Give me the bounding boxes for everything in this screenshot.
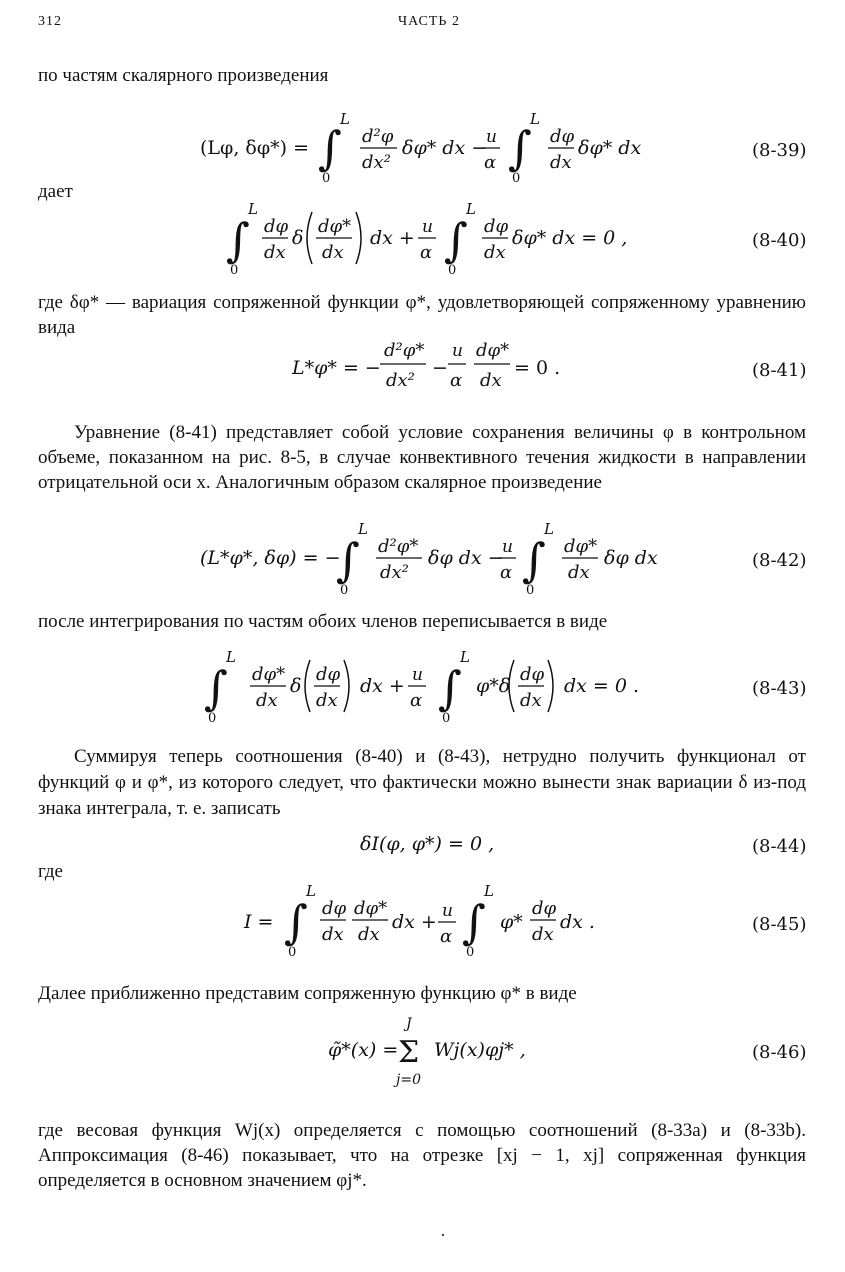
denominator: dx: [550, 152, 572, 173]
denominator: dx: [520, 690, 542, 711]
equation-number: (8-46): [752, 1042, 807, 1063]
eq39-end: δφ* dx: [578, 137, 642, 159]
upper-limit: L: [226, 648, 236, 666]
right-paren: [344, 660, 349, 712]
equation-number: (8-40): [752, 230, 807, 251]
integral-sign: ∫: [508, 121, 532, 175]
eq42-lhs: (L*φ*, δφ) = −: [200, 547, 341, 569]
minus: −: [432, 357, 448, 379]
upper-limit: L: [484, 882, 494, 900]
numerator: dφ: [484, 216, 509, 237]
equation-8-40: [0, 194, 845, 278]
eq43-middle: dx +: [360, 675, 405, 697]
eq40-middle: dx +: [370, 227, 415, 249]
paragraph-6: Суммируя теперь соотношения (8-40) и (8-43), нетрудно получить функционал от функций φ и φ*, из которого следует, что фактически можно вынести знак вариации δ из-под знака интеграла, т. е. записать: [38, 746, 806, 819]
denominator: dx: [322, 924, 344, 945]
denominator: dx: [480, 370, 502, 391]
eq41-lhs: L*φ* = −: [292, 357, 381, 379]
u-numerator: u: [502, 537, 513, 557]
equation-8-39: [0, 104, 845, 188]
equation-number: (8-43): [752, 678, 807, 699]
numerator: dφ*: [252, 664, 286, 685]
numerator: d²φ: [362, 126, 394, 147]
upper-limit: L: [530, 110, 540, 128]
lower-limit: 0: [322, 171, 331, 186]
lower-limit: 0: [448, 263, 457, 278]
denominator: dx²: [386, 370, 415, 391]
equation-8-44: [0, 826, 845, 860]
upper-limit: L: [248, 200, 258, 218]
equation-8-41: [0, 334, 845, 398]
paragraph-5: после интегрирования по частям обоих членов переписывается в виде: [38, 611, 608, 632]
eq46-lhs: φ̃*(x) =: [328, 1039, 399, 1061]
eq40-end: δφ* dx = 0 ,: [512, 227, 628, 249]
lower-limit: 0: [208, 711, 217, 726]
eq45-end: dx .: [560, 911, 595, 933]
print-speck: [442, 1234, 444, 1236]
equation-8-43: [0, 642, 845, 726]
alpha-denominator: α: [440, 926, 453, 947]
u-numerator: u: [412, 665, 423, 685]
integral-sign: ∫: [336, 533, 360, 587]
denominator: dx: [358, 924, 380, 945]
paragraph-2: дает: [38, 181, 73, 202]
upper-limit: L: [466, 200, 476, 218]
lower-limit: 0: [466, 945, 475, 960]
denominator: dx²: [362, 152, 391, 173]
denominator: dx: [322, 242, 344, 263]
integral-sign: ∫: [522, 533, 546, 587]
lower-limit: 0: [512, 171, 521, 186]
eq39-lhs: (Lφ, δφ*) =: [200, 137, 310, 159]
paragraph-3: где δφ* — вариация сопряженной функции φ*, удовлетворяющей сопряженному уравнению вида: [38, 292, 806, 338]
running-title: ЧАСТЬ 2: [398, 14, 460, 29]
equation-8-46: [0, 1012, 845, 1088]
numerator: dφ*: [318, 216, 352, 237]
upper-limit: L: [306, 882, 316, 900]
alpha-denominator: α: [500, 562, 513, 583]
alpha-denominator: α: [410, 690, 423, 711]
right-paren: [548, 660, 553, 712]
denominator: dx²: [380, 562, 409, 583]
equation-number: (8-41): [752, 360, 807, 381]
alpha-denominator: α: [450, 370, 463, 391]
integral-sign: ∫: [204, 661, 228, 715]
eq42-end: δφ dx: [604, 547, 658, 569]
numerator: dφ: [550, 126, 575, 147]
integral-sign: ∫: [284, 895, 308, 949]
integral-sign: ∫: [226, 213, 250, 267]
lower-limit: 0: [442, 711, 451, 726]
numerator: dφ*: [354, 898, 388, 919]
sum-lower-limit: j=0: [396, 1072, 421, 1088]
upper-limit: L: [340, 110, 350, 128]
numerator: d²φ*: [378, 536, 419, 557]
lower-limit: 0: [526, 583, 535, 598]
alpha-denominator: α: [420, 242, 433, 263]
paragraph-1: по частям скалярного произведения: [38, 65, 329, 86]
numerator: dφ*: [564, 536, 598, 557]
alpha-denominator: α: [484, 152, 497, 173]
page-number: 312: [38, 14, 62, 29]
integral-sign: ∫: [438, 661, 462, 715]
paragraph-9: где весовая функция Wj(x) определяется с помощью соотношений (8-33a) и (8-33b). Аппроксимация (8-46) показывает, что на отрезке [xj − 1, xj] сопряженная функция определяется в основном значением φj*.: [38, 1120, 806, 1191]
sum-upper-limit: J: [406, 1016, 412, 1032]
equation-8-42: [0, 516, 845, 600]
paragraph-7: где: [38, 861, 63, 882]
denominator: dx: [256, 690, 278, 711]
eq39-middle: δφ* dx −: [402, 137, 488, 159]
upper-limit: L: [544, 520, 554, 538]
equation-8-45: [0, 876, 845, 960]
integral-sign: ∫: [462, 895, 486, 949]
eq43-phistar-delta: φ*δ: [476, 675, 511, 697]
eq45-middle: dx +: [392, 911, 437, 933]
lower-limit: 0: [288, 945, 297, 960]
denominator: dx: [264, 242, 286, 263]
equation-number: (8-42): [752, 550, 807, 571]
numerator: dφ: [316, 664, 341, 685]
lower-limit: 0: [230, 263, 239, 278]
lower-limit: 0: [340, 583, 349, 598]
equation-number: (8-45): [752, 914, 807, 935]
left-paren: [307, 212, 312, 264]
denominator: dx: [568, 562, 590, 583]
left-paren: [305, 660, 310, 712]
u-numerator: u: [442, 901, 453, 921]
u-numerator: u: [422, 217, 433, 237]
eq41-end: = 0 .: [514, 357, 561, 379]
eq43-end: dx = 0 .: [564, 675, 640, 697]
eq42-middle: δφ dx −: [428, 547, 504, 569]
paragraph-8: Далее приближенно представим сопряженную функцию φ* в виде: [38, 983, 577, 1004]
equation-number: (8-39): [752, 140, 807, 161]
delta: δ: [292, 227, 304, 249]
numerator: dφ: [322, 898, 347, 919]
eq45-phistar: φ*: [500, 911, 523, 933]
numerator: dφ*: [476, 340, 510, 361]
denominator: dx: [532, 924, 554, 945]
integral-sign: ∫: [444, 213, 468, 267]
denominator: dx: [484, 242, 506, 263]
numerator: dφ: [520, 664, 545, 685]
integral-sign: ∫: [318, 121, 342, 175]
denominator: dx: [316, 690, 338, 711]
left-paren: [509, 660, 514, 712]
numerator: d²φ*: [384, 340, 425, 361]
u-numerator: u: [486, 127, 497, 147]
eq45-lhs: I =: [244, 911, 274, 933]
paragraph-4: Уравнение (8-41) представляет собой условие сохранения величины φ в контрольном объеме, показанном на рис. 8-5, в случае конвективного течения жидкости в направлении отрицательной оси x. Аналогичным образом скалярное произведение: [38, 422, 806, 493]
right-paren: [356, 212, 361, 264]
numerator: dφ: [264, 216, 289, 237]
eq46-body: Wj(x)φj* ,: [434, 1039, 526, 1061]
upper-limit: L: [460, 648, 470, 666]
u-numerator: u: [452, 341, 463, 361]
equation-number: (8-44): [752, 836, 807, 857]
delta: δ: [290, 675, 302, 697]
upper-limit: L: [358, 520, 368, 538]
numerator: dφ: [532, 898, 557, 919]
sum-sign: Σ: [398, 1035, 420, 1070]
eq44-body: δI(φ, φ*) = 0 ,: [360, 833, 495, 855]
